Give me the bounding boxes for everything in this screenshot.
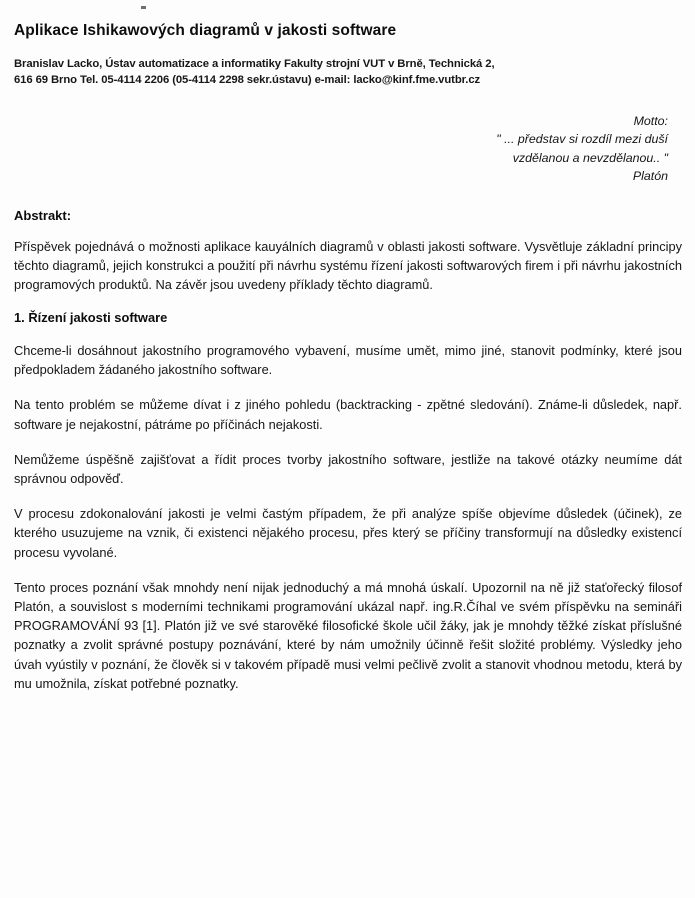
section-heading-1: 1. Řízení jakosti software bbox=[14, 310, 168, 326]
section-1-paragraph-5: Tento proces poznání však mnohdy není nijak jednoduchý a má mnohá úskalí. Upozornil na ně již staťořecký filosof Platón, a souvislost s moderními technikami programování ukázal např. ing.R.Číhal ve svém příspěvku na semináři PROGRAMOVÁNÍ 93 [1]. Platón již ve své starověké filosofické škole učil žáky, jak je mnohdy těžké získat příslušné poznatky a zvolit správné postupy poznávání, které by nám umožnily účinně řešit složité problémy. Výsledky jeho úvah vyústily v poznání, že člověk si v takovém případě musi velmi pečlivě zvolit a stanovit vhodnou metodu, která by mu umožnila, získat potřebné poznatky. bbox=[14, 579, 682, 691]
abstract-text: Příspěvek pojednává o možnosti aplikace kauyálních diagramů v oblasti jakosti software. Vysvětluje základní principy těchto diagramů, jejich konstrukci a použití při návrhu systému řízení jakosti softwarových firem i při návrhu jakostních programových produktů. Na závěr jsou uvedeny příklady těchto diagramů. bbox=[14, 238, 682, 292]
motto-line-2: vzdělanou a nevzdělanou.. " bbox=[512, 150, 668, 165]
affiliation-line-1: Branislav Lacko, Ústav automatizace a informatiky Fakulty strojní VUT v Brně, Technická 2, bbox=[14, 58, 495, 70]
motto-attribution: Platón bbox=[632, 169, 668, 184]
section-1-paragraph-1: Chceme-li dosáhnout jakostního programového vybavení, musíme umět, mimo jiné, stanovit podmínky, které jsou předpokladem žádaného jakostního software. bbox=[14, 343, 682, 378]
motto-line-1: " ... představ si rozdíl mezi duší bbox=[496, 132, 668, 147]
affiliation-line-2: 616 69 Brno Tel. 05-4114 2206 (05-4114 2298 sekr.ústavu) e-mail: lacko@kinf.fme.vutbr.cz bbox=[14, 74, 481, 87]
section-1-paragraph-2: Na tento problém se můžeme dívat i z jiného pohledu (backtracking - zpětné sledování). Známe-li důsledek, např. software je nejakostní, pátráme po příčinách nejakosti. bbox=[14, 397, 682, 432]
page-title: Aplikace Ishikawových diagramů v jakosti software bbox=[14, 22, 397, 39]
abstract-heading: Abstrakt: bbox=[14, 207, 72, 223]
section-1-paragraph-4: V procesu zdokonalování jakosti je velmi častým případem, že při analýze spíše objevíme důsledek (účinek), ze kterého usuzujeme na vznik, či existenci nějakého procesu, přes který se příčiny transformují na důsledky existencí procesu vyvolané. bbox=[14, 506, 682, 560]
author-affiliation bbox=[14, 56, 682, 88]
scan-speck bbox=[141, 6, 146, 9]
section-1-paragraph-3: Nemůžeme úspěšně zajišťovat a řídit proces tvorby jakostního software, jestliže na takové otázky neumíme dát správnou odpověď. bbox=[14, 451, 682, 486]
document-content bbox=[14, 22, 682, 709]
motto-label: Motto: bbox=[633, 114, 668, 129]
motto-block bbox=[14, 112, 668, 185]
